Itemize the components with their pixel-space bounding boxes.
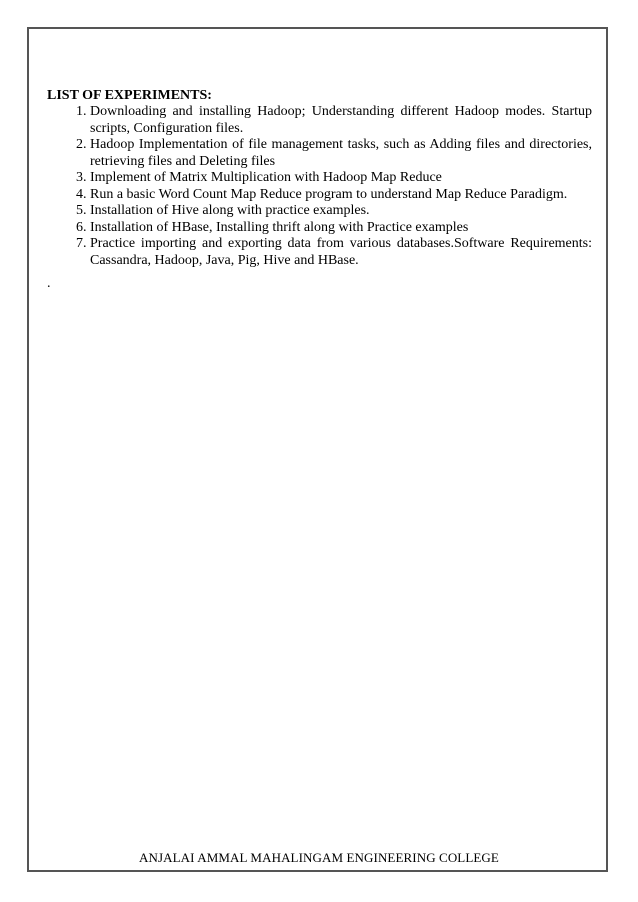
- list-item: 2. Hadoop Implementation of file management tasks, such as Adding files and directories, retrieving files and Deleting files: [90, 137, 592, 170]
- list-heading: LIST OF EXPERIMENTS:: [47, 88, 212, 103]
- stray-period: .: [47, 276, 51, 291]
- list-item: 5. Installation of Hive along with practice examples.: [90, 203, 592, 220]
- list-item: 4. Run a basic Word Count Map Reduce program to understand Map Reduce Paradigm.: [90, 187, 592, 204]
- list-item: 6. Installation of HBase, Installing thrift along with Practice examples: [90, 220, 592, 237]
- list-item: 3. Implement of Matrix Multiplication with Hadoop Map Reduce: [90, 170, 592, 187]
- document-body: [47, 88, 592, 269]
- list-item: 7. Practice importing and exporting data from various databases.Software Requirements: Cassandra, Hadoop, Java, Pig, Hive and HBase.: [90, 236, 592, 269]
- list-item: 1. Downloading and installing Hadoop; Understanding different Hadoop modes. Startup scripts, Configuration files.: [90, 104, 592, 137]
- experiment-list: [47, 104, 592, 269]
- page-footer: ANJALAI AMMAL MAHALINGAM ENGINEERING COLLEGE: [139, 850, 499, 865]
